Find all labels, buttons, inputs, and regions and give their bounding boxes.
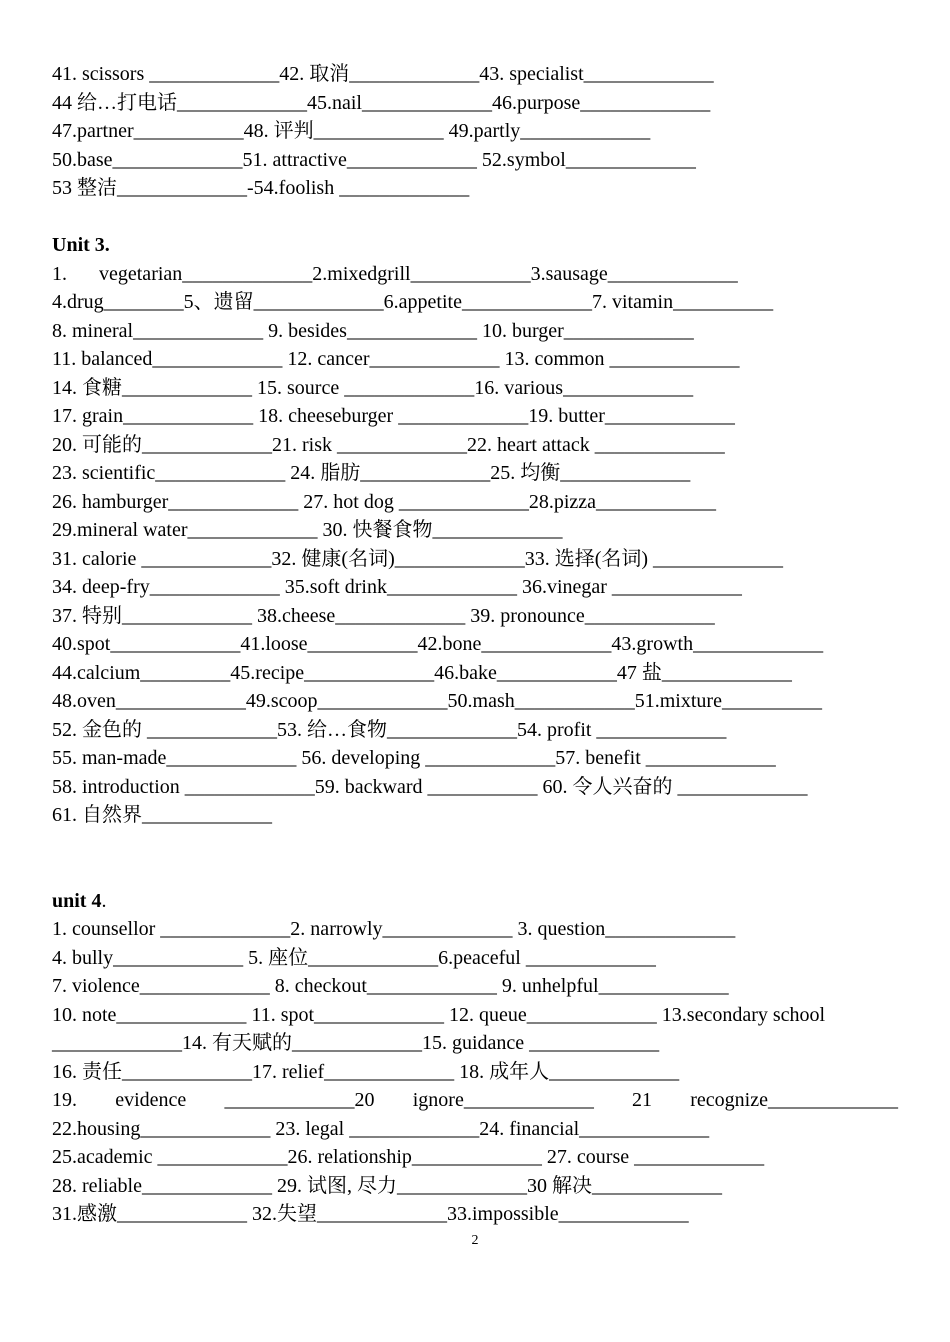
item-number: 1.	[52, 262, 67, 285]
unit3-section	[52, 231, 912, 830]
line-part: 21	[632, 1089, 653, 1111]
unit2-section	[52, 60, 912, 203]
vocab-line: 8. mineral_____________ 9. besides_____________ 10. burger_____________	[52, 319, 694, 342]
vocab-line: 1. counsellor _____________2. narrowly_____________ 3. question_____________	[52, 918, 736, 940]
vocab-line: 16. 责任_____________17. relief_____________ 18. 成年人_____________	[52, 1060, 680, 1083]
line-part: recognize_____________	[690, 1089, 898, 1111]
line-part: 19.	[52, 1089, 77, 1111]
vocab-line: 14. 食糖_____________ 15. source _____________16. various_____________	[52, 376, 694, 399]
vocab-line: 20. 可能的_____________21. risk _____________22. heart attack _____________	[52, 433, 725, 456]
vocab-line: 4. bully_____________ 5. 座位_____________6.peaceful _____________	[52, 946, 656, 969]
spacer	[52, 858, 912, 887]
vocab-line-justified	[52, 1086, 898, 1115]
worksheet-page	[52, 60, 912, 1229]
vocab-line: 37. 特别_____________ 38.cheese_____________ 39. pronounce_____________	[52, 604, 715, 627]
unit4-section	[52, 887, 912, 1229]
vocab-line: 47.partner___________48. 评判_____________ 49.partly_____________	[52, 120, 651, 142]
line-part: evidence	[115, 1089, 187, 1111]
vocab-line: 10. note_____________ 11. spot_____________ 12. queue_____________ 13.secondary school	[52, 1003, 826, 1026]
spacer	[52, 203, 912, 232]
vocab-line: 22.housing_____________ 23. legal _____________24. financial_____________	[52, 1117, 710, 1140]
item-text: vegetarian_____________2.mixedgrill____________3.sausage_____________	[99, 262, 738, 285]
spacer	[52, 830, 912, 859]
vocab-line: 48.oven_____________49.scoop_____________50.mash____________51.mixture__________	[52, 690, 822, 712]
vocab-line: 31.感激_____________ 32.失望_____________33.impossible_____________	[52, 1203, 689, 1225]
vocab-line: 55. man-made_____________ 56. developing _____________57. benefit _____________	[52, 747, 776, 769]
vocab-line: 44.calcium_________45.recipe_____________46.bake____________47 盐_____________	[52, 661, 792, 684]
vocab-line: 17. grain_____________ 18. cheeseburger _____________19. butter_____________	[52, 405, 735, 427]
page-number: 2	[471, 1233, 479, 1248]
vocab-line: 29.mineral water_____________ 30. 快餐食物_____________	[52, 519, 563, 541]
unit3-heading: Unit 3.	[52, 234, 110, 256]
vocab-line: 7. violence_____________ 8. checkout_____________ 9. unhelpful_____________	[52, 975, 729, 997]
vocab-line: 23. scientific_____________ 24. 脂肪_____________25. 均衡_____________	[52, 462, 691, 484]
vocab-line: 44 给…打电话_____________45.nail_____________46.purpose_____________	[52, 91, 711, 114]
vocab-line: 25.academic _____________26. relationship_____________ 27. course _____________	[52, 1146, 765, 1168]
vocab-line: 31. calorie _____________32. 健康(名词)_____________33. 选择(名词) _____________	[52, 547, 784, 570]
vocab-line: 52. 金色的 _____________53. 给…食物_____________54. profit _____________	[52, 718, 727, 741]
vocab-line: 53 整洁_____________-54.foolish _____________	[52, 177, 470, 199]
vocab-line: 58. introduction _____________59. backward ___________ 60. 令人兴奋的 _____________	[52, 775, 808, 798]
line-part: _____________20	[224, 1089, 375, 1111]
vocab-line: 34. deep-fry_____________ 35.soft drink_____________ 36.vinegar _____________	[52, 576, 742, 598]
vocab-line: 11. balanced_____________ 12. cancer_____________ 13. common _____________	[52, 348, 740, 370]
vocab-line	[52, 260, 912, 289]
unit4-heading	[52, 887, 912, 916]
vocab-line: 26. hamburger_____________ 27. hot dog _____________28.pizza____________	[52, 490, 717, 513]
vocab-line: 61. 自然界_____________	[52, 804, 272, 826]
vocab-line: 50.base_____________51. attractive_____________ 52.symbol_____________	[52, 148, 696, 171]
unit4-heading-dot: .	[101, 889, 107, 912]
line-part: ignore_____________	[412, 1089, 594, 1111]
vocab-line: _____________14. 有天赋的_____________15. guidance _____________	[52, 1032, 660, 1054]
vocab-line: 28. reliable_____________ 29. 试图, 尽力_____________30 解决_____________	[52, 1174, 722, 1197]
unit4-heading-word: unit 4	[52, 889, 102, 912]
vocab-line: 4.drug________5、遗留_____________6.appetite_____________7. vitamin__________	[52, 291, 774, 313]
vocab-line: 40.spot_____________41.loose___________42.bone_____________43.growth_____________	[52, 633, 824, 655]
vocab-line: 41. scissors _____________42. 取消_____________43. specialist_____________	[52, 63, 714, 85]
